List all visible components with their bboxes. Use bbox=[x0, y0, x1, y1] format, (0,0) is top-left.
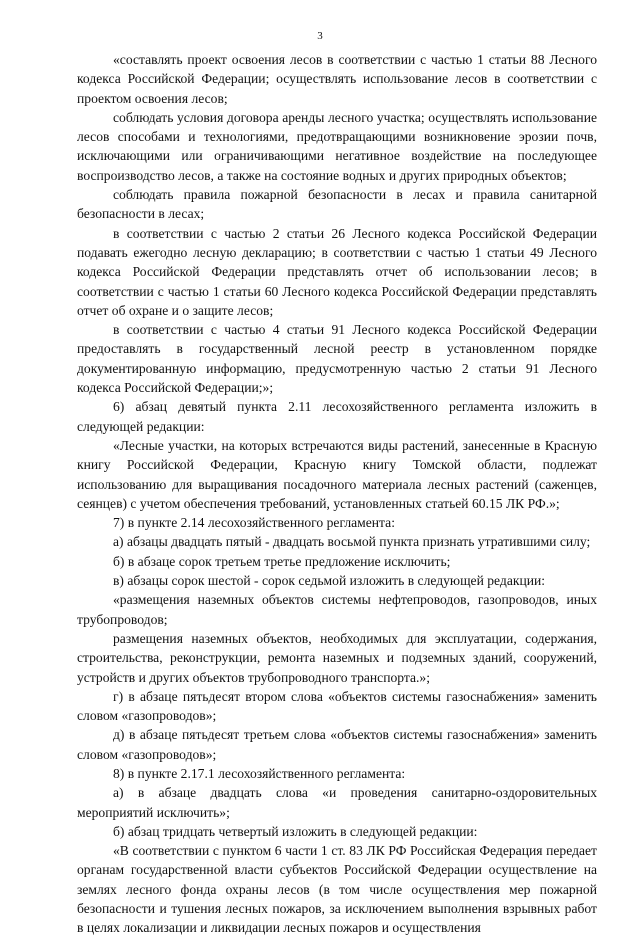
paragraph: соблюдать условия договора аренды лесного участка; осуществлять использование лесов способами и технологиями, предотвращающими возникновение эрозии почв, исключающими или ограничивающими негативное воздействие на последующее воспроизводство лесов, а также на состояние водных и других природных объектов; bbox=[77, 109, 597, 183]
paragraph: в соответствии с частью 4 статьи 91 Лесного кодекса Российской Федерации предоставлять в государственный лесной реестр в установленном порядке документированную информацию, предусмотренную частью 2 статьи 91 Лесного кодекса Российской Федерации;»; bbox=[77, 322, 597, 396]
paragraph: в) абзацы сорок шестой - сорок седьмой изложить в следующей редакции: bbox=[113, 573, 546, 589]
paragraph: 7) в пункте 2.14 лесохозяйственного регламента: bbox=[113, 515, 395, 531]
paragraph: д) в абзаце пятьдесят третьем слова «объектов системы газоснабжения» заменить словом «газопроводов»; bbox=[77, 727, 597, 762]
paragraph: в соответствии с частью 2 статьи 26 Лесного кодекса Российской Федерации подавать ежегодно лесную декларацию; в соответствии с частью 1 статьи 49 Лесного кодекса Российской Федерации представлять отчет об использовании лесов; в соответствии с частью 1 статьи 60 Лесного кодекса Российской Федерации представлять отчет об охране и о защите лесов; bbox=[77, 225, 597, 318]
page-number: 3 bbox=[317, 30, 323, 42]
paragraph: «Лесные участки, на которых встречаются виды растений, занесенные в Красную книгу Российской Федерации, Красную книгу Томской области, подлежат использованию для выращивания посадочного материала лесных растений (саженцев, сеянцев) с учетом обеспечения требований, установленных статьей 60.15 ЛК РФ.»; bbox=[77, 437, 597, 511]
paragraph: б) абзац тридцать четвертый изложить в следующей редакции: bbox=[113, 823, 478, 839]
paragraph: 6) абзац девятый пункта 2.11 лесохозяйственного регламента изложить в следующей редакции: bbox=[77, 399, 597, 434]
paragraph: «размещения наземных объектов системы нефтепроводов, газопроводов, иных трубопроводов; bbox=[77, 592, 597, 627]
paragraph: б) в абзаце сорок третьем третье предложение исключить; bbox=[113, 553, 451, 569]
paragraph: соблюдать правила пожарной безопасности в лесах и правила санитарной безопасности в лесах; bbox=[77, 187, 597, 222]
paragraph: размещения наземных объектов, необходимых для эксплуатации, содержания, строительства, реконструкции, ремонта наземных и подземных зданий, сооружений, устройств и других объектов трубопроводного транспорта.»; bbox=[77, 630, 597, 685]
paragraph: а) абзацы двадцать пятый - двадцать восьмой пункта признать утратившими силу; bbox=[113, 534, 591, 550]
paragraph: г) в абзаце пятьдесят втором слова «объектов системы газоснабжения» заменить словом «газопроводов»; bbox=[77, 688, 597, 724]
paragraph: а) в абзаце двадцать слова «и проведения санитарно-оздоровительных мероприятий исключить»; bbox=[77, 785, 597, 820]
paragraph: 8) в пункте 2.17.1 лесохозяйственного регламента: bbox=[113, 765, 406, 781]
document-body bbox=[77, 50, 597, 938]
paragraph: «В соответствии с пунктом 6 части 1 ст. 83 ЛК РФ Российская Федерация передает органам государственной власти субъектов Российской Федерации осуществление на землях лесного фонда охраны лесов (в том числе осуществления мер пожарной безопасности и тушения лесных пожаров, за исключением выполнения взрывных работ в целях локализации и ликвидации лесных пожаров и осуществления bbox=[77, 843, 597, 936]
paragraph: «составлять проект освоения лесов в соответствии с частью 1 статьи 88 Лесного кодекса Российской Федерации; осуществлять использование лесов в соответствии с проектом освоения лесов; bbox=[77, 52, 597, 106]
